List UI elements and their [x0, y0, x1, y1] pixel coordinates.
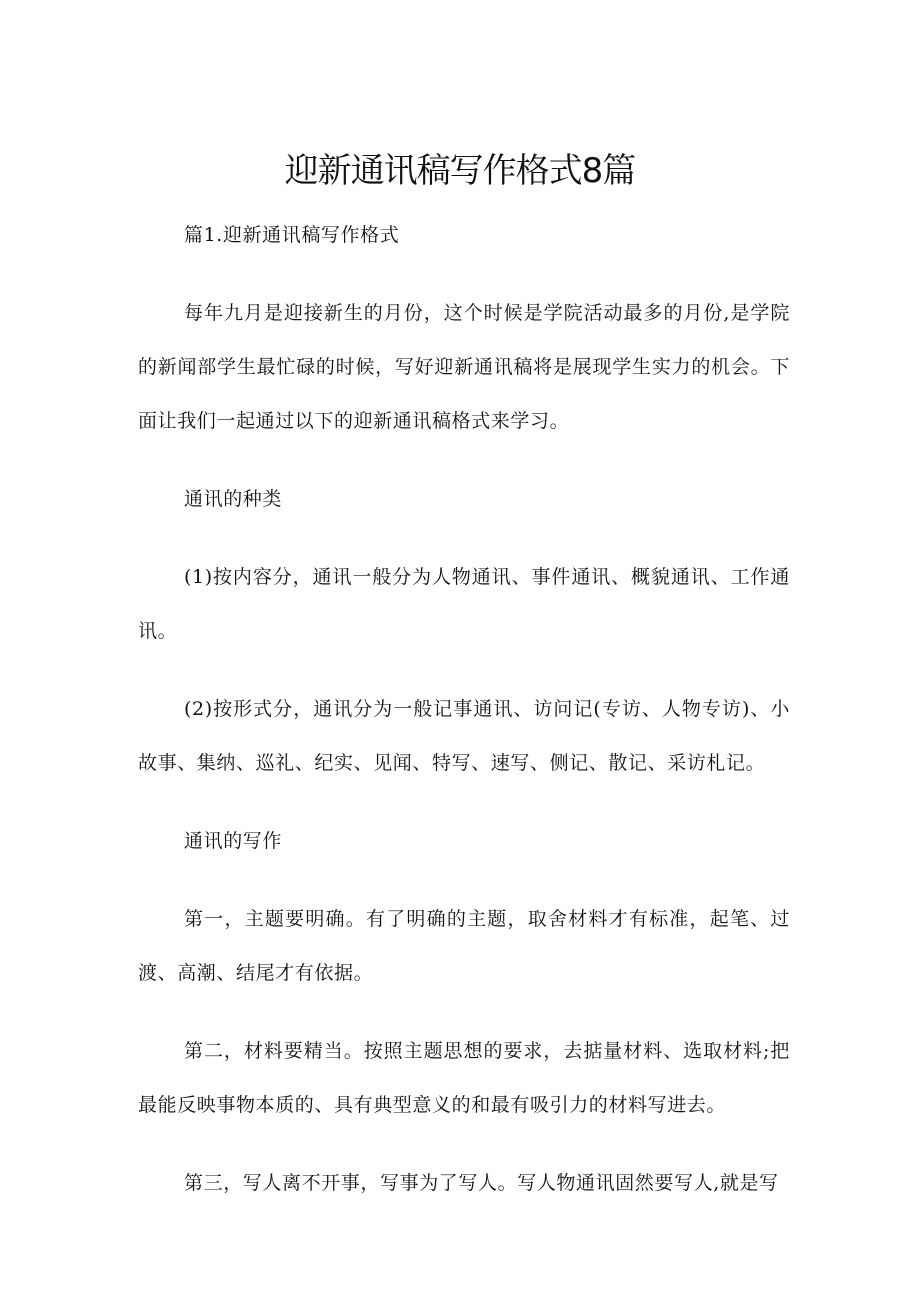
paragraph: (2)按形式分，通讯分为一般记事通讯、访问记(专访、人物专访)、小故事、集纳、巡礼、纪实、见闻、特写、速写、侧记、散记、采访札记。 — [138, 698, 790, 774]
document-title: 迎新通讯稿写作格式8篇 — [284, 151, 636, 191]
paragraph: 第一，主题要明确。有了明确的主题，取舍材料才有标准，起笔、过渡、高潮、结尾才有依据。 — [138, 908, 790, 984]
section-heading: 篇1.迎新通讯稿写作格式 — [184, 224, 400, 246]
paragraph: 第三，写人离不开事，写事为了写人。写人物通讯固然要写人,就是写 — [184, 1172, 779, 1194]
paragraph: (1)按内容分，通讯一般分为人物通讯、事件通讯、概貌通讯、工作通讯。 — [138, 566, 790, 642]
subheading: 通讯的写作 — [184, 830, 283, 852]
paragraph: 第二，材料要精当。按照主题思想的要求，去掂量材料、选取材料;把最能反映事物本质的、具有典型意义的和最有吸引力的材料写进去。 — [138, 1040, 790, 1116]
paragraph: 每年九月是迎接新生的月份，这个时候是学院活动最多的月份,是学院的新闻部学生最忙碌的时候，写好迎新通讯稿将是展现学生实力的机会。下面让我们一起通过以下的迎新通讯稿格式来学习。 — [138, 302, 790, 432]
document-body — [138, 208, 790, 1210]
subheading: 通讯的种类 — [184, 488, 283, 510]
